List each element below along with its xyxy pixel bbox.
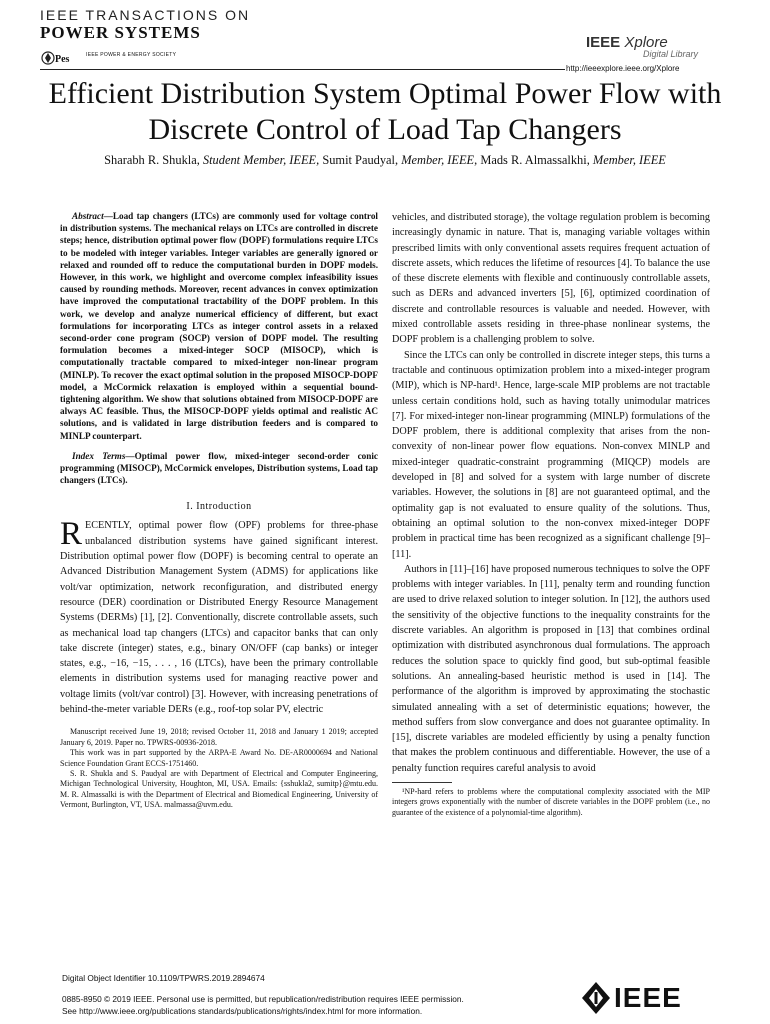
index-terms: [60, 450, 378, 487]
author-2: Sumit Paudyal,: [322, 153, 399, 167]
footnote-support: This work was in part supported by the ARPA-E Award No. DE-AR0000694 and National Science Foundation Grant ECCS-1751460.: [60, 748, 378, 768]
intro-text: ECENTLY, optimal power flow (OPF) problems for three-phase unbalanced distribution systems have gained significant interest. Distribution optimal power flow (DOPF) is becoming central to operate an Advanced Distribution Management System (ADMS) for applications like volt/var optimization, network reconfiguration, and distributed energy resource (DER) coordination or Distributed Energy Resource Management Systems (DERMs) [1], [2]. Conventionally, discrete controllable assets, such as mechanical load tap changers (LTCs) and capacitor banks that can only take discrete (integer) states, e.g., binary ON/OFF (cap banks) or integer states, e.g., −16, −15, . . . , 16 (LTCs), have been the primary controllable elements in distribution systems used for managing reactive power and voltage limits (volt/var control) [3]. However, with increasing penetrations of behind-the-meter variable DERs (e.g., roof-top solar PV, electric: [60, 520, 378, 716]
society-name: IEEE POWER & ENERGY SOCIETY: [86, 52, 177, 58]
index-terms-text: —Optimal power flow, mixed-integer second-order conic programming (MISOCP), McCormick envelopes, Distribution systems, Load tap changers (LTCs).: [60, 450, 378, 486]
intro-paragraph: [60, 518, 378, 717]
footnote-affiliation: S. R. Shukla and S. Paudyal are with Department of Electrical and Computer Engineering, Michigan Technological University, Houghton, MI, USA. Emails: {sshukla2, sumitp}@mtu.edu. M. R. Almassalki is with the Department of Electrical and Biomedical Engineering, University of Vermont, Burlington, VT, USA. malmassa@uvm.edu.: [60, 768, 378, 810]
copyright-line1: 0885-8950 © 2019 IEEE. Personal use is permitted, but republication/redistribution requires IEEE permission.: [62, 994, 464, 1004]
doi: Digital Object Identifier 10.1109/TPWRS.2019.2894674: [62, 973, 265, 983]
copyright-line2: See http://www.ieee.org/publications standards/publications/rights/index.html for more information.: [62, 1005, 423, 1016]
author-1-role: Student Member, IEEE,: [202, 153, 320, 167]
svg-text:Pes: Pes: [55, 54, 70, 65]
abstract: [60, 210, 378, 442]
author-2-role: Member, IEEE: [401, 153, 475, 167]
author-1: Sharabh R. Shukla,: [104, 153, 200, 167]
dropcap: R: [60, 516, 83, 553]
xplore-sub: Digital Library: [642, 49, 698, 59]
abstract-lead: Abstract: [72, 211, 104, 221]
xplore-brand: Xplore: [624, 34, 668, 51]
footnote-rule: [392, 782, 452, 783]
journal-name: POWER SYSTEMS: [40, 23, 201, 42]
author-list: [40, 152, 730, 168]
ieee-logo-text: IEEE: [614, 982, 682, 1013]
pes-logo-icon: [40, 48, 80, 68]
index-terms-lead: Index Terms: [72, 450, 126, 461]
author-3: , Mads R. Almassalkhi,: [474, 153, 590, 167]
right-column: [392, 210, 710, 818]
left-column: [60, 210, 378, 811]
right-paragraph-2: Since the LTCs can only be controlled in discrete integer steps, this turns a tractable and continuous optimization problem into a mixed-integer program (MIP), which is NP-hard¹. Hence, large-scale MIP problems are not tractable unless certain conditions hold, such as having totally unimodular matrices [7]. For mixed-integer non-linear programming (MINLP) formulations of the DOPF problem, there is additional complexity that arises from the non-convexity of non-linear power flow equations. Non-convex MINLP and mixed-integer quadratic-constraint programming (MIQCP) models are developed in [8] and solved for a system with large number of discrete variables. However, the solutions in [8] are not guaranteed optimal, and the optimality gap is not evaluated to ensure quality of the solutions. Thus, obtaining an optimal solution to the non-convex mixed-integer DOPF problem in practical time has been recognized as a significant challenge [9]–[11].: [392, 349, 710, 560]
author-3-role: Member, IEEE: [592, 153, 666, 167]
footnote-np-hard: ¹NP-hard refers to problems where the computational complexity associated with the MIP integers grows exponentially with the number of discrete variables in the DOPF problem (i.e., no guarantee of the existence of a polynomial-time algorithm).: [392, 786, 710, 817]
abstract-text: —Load tap changers (LTCs) are commonly used for voltage control in distribution systems. The mechanical relays on LTCs are controlled in discrete steps; hence, distribution optimal power flow (DOPF) formulations require LTCs to be modeled with integer variables. Integer variables are generally ignored or relaxed and rounded off to reduce the computational burden in DOPF models. However, in this work, we highlight and overcome complex infeasibility issues caused by rounding methods. Moreover, recent advances in convex optimization have improved the computational tractability of the DOPF problem. In this work, we develop and analyze numerical efficiency of different, but exact formulations for incorporating LTCs as integer control assets in a relaxed second-order cone program (SOCP) version of DOPF model. The resulting formulation becomes a mixed-integer SOCP (MISOCP), which is computationally tractable compared to mixed-integer non-linear program (MINLP). To recover the exact optimal solution in the proposed MISOCP-DOPF model, a McCormick relaxation is employed within a sequential bound-tightening algorithm. We show that solutions obtained from MISOCP-DOPF are always AC feasible. Thus, the MISOCP-DOPF yields optimal and realistic AC solutions, and is validated in large distribution feeders and is compared to MINLP counterpart.: [60, 211, 378, 441]
section-heading: I. Introduction: [186, 501, 252, 513]
xplore-ieee: IEEE: [586, 34, 621, 51]
right-paragraph-1: vehicles, and distributed storage), the voltage regulation problem is becoming increasingly dynamic in nature. That is, managing variable voltages within prescribed limits with only conventional assets requires frequent actuation of discrete assets, which reduces the lifetime of resources [4]. To balance the use of these discrete elements with flexible and continuously controllable assets, such as DERs and advanced inverters [5], [6], optimized coordination of discrete and controllable resources is valuable and needed. However, with mixed controllable assets residing in three-phase nonlinear systems, the DOPF problem is a challenging problem to solve.: [392, 212, 710, 346]
copyright: [62, 994, 562, 1017]
journal-line1: IEEE TRANSACTIONS ON: [40, 7, 251, 23]
xplore-url[interactable]: http://ieeexplore.ieee.org/Xplore: [566, 64, 680, 73]
header-rule: [40, 69, 565, 70]
paper-title: Efficient Distribution System Optimal Power Flow with Discrete Control of Load Tap Changers: [48, 77, 722, 146]
ieee-xplore-logo: [586, 34, 698, 64]
footnote-received: Manuscript received June 19, 2018; revised October 11, 2018 and January 1 2019; accepted January 6, 2019. Paper no. TPWRS-00936-2018.: [60, 727, 378, 747]
right-paragraph-3: Authors in [11]–[16] have proposed numerous techniques to solve the OPF problems with integer variables. In [11], penalty term and rounding function are used to drive relaxed solution to integer solution. In [12], the authors used the sensitivity of the objective functions to the inequality constraints for the discrete variables. An algorithm is proposed in [13] that combines ordinal optimization with distributed asynchronous dual formulations. The approach reduces the solution space to quickly find good, but sub-optimal feasible solutions. An annealing-based heuristic method is used in [14]. The performance of the algorithm is improved by approximating the stochastic simulated annealing with a set of deterministic equations; however, the method suffers from slow convergance and does not guarantee optimality. In [15], discrete variables are modeled efficiently by using a penalty function that makes the problem continuous and differentiable. However, the use of a penalty function requires careful analysis to avoid: [392, 563, 710, 774]
